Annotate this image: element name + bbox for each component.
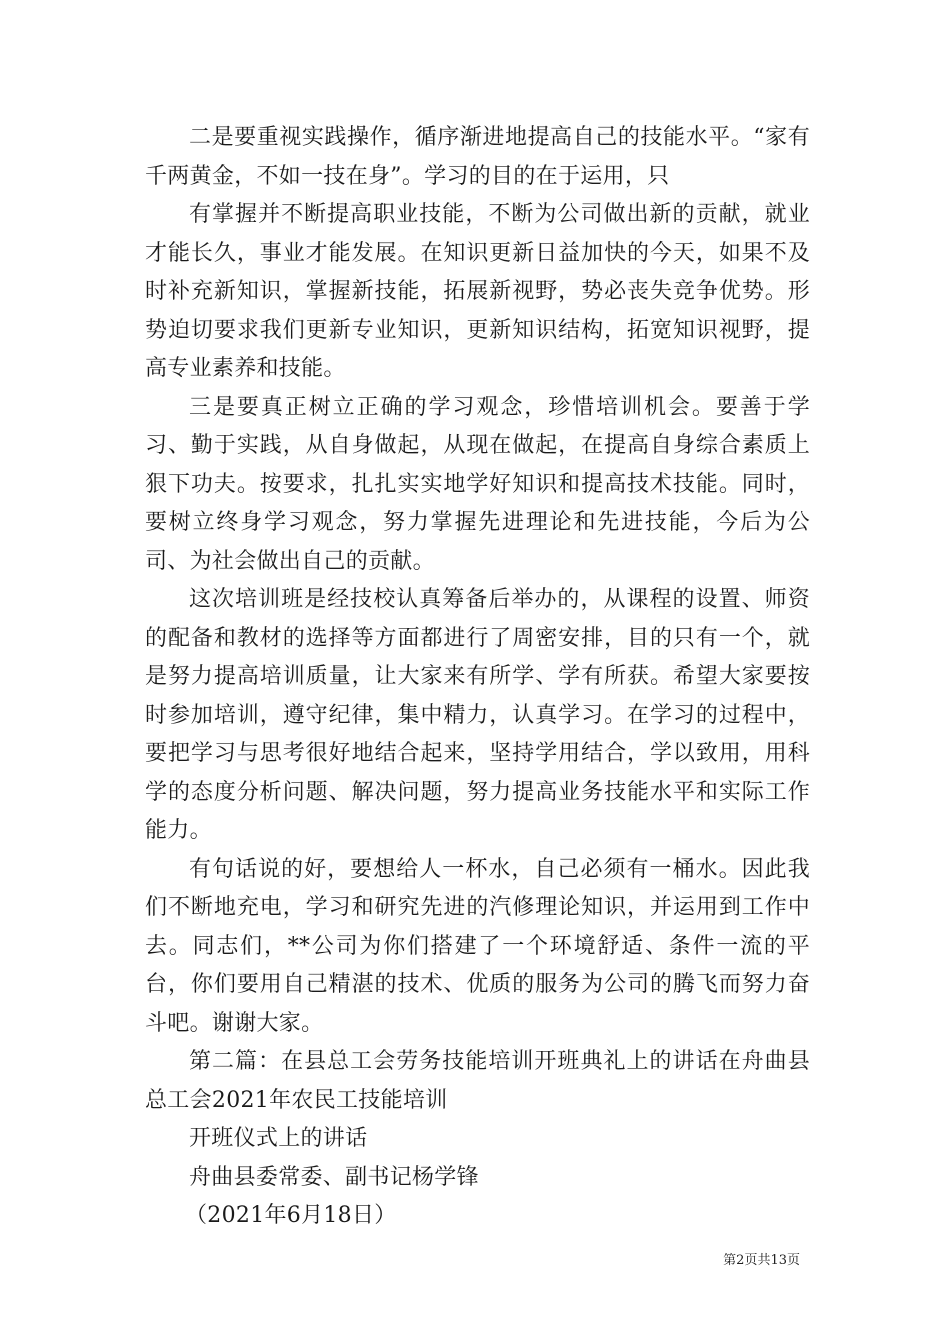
paragraph: 二是要重视实践操作，循序渐进地提高自己的技能水平。“家有千两黄金，不如一技在身”。学习的目的在于运用，只 bbox=[145, 125, 810, 189]
page-number: 第2页共13页 bbox=[723, 1253, 800, 1268]
speech-title: 开班仪式上的讲话 bbox=[189, 1126, 368, 1151]
paragraph: 三是要真正树立正确的学习观念，珍惜培训机会。要善于学习、勤于实践，从自身做起，从现在做起，在提高自身综合素质上狠下功夫。按要求，扎扎实实地学好知识和提高技术技能。同时，要树立终身学习观念，努力掌握先进理论和先进技能，今后为公司、为社会做出自己的贡献。 bbox=[145, 394, 810, 574]
paragraph: 有掌握并不断提高职业技能，不断为公司做出新的贡献，就业才能长久，事业才能发展。在知识更新日益加快的今天，如果不及时补充新知识，掌握新技能，拓展新视野，势必丧失竞争优势。形势迫切要求我们更新专业知识，更新知识结构，拓宽知识视野，提高专业素养和技能。 bbox=[145, 202, 810, 381]
paragraph: 有句话说的好，要想给人一杯水，自己必须有一桶水。因此我们不断地充电，学习和研究先进的汽修理论知识，并运用到工作中去。同志们，**公司为你们搭建了一个环境舒适、条件一流的平台，你们要用自己精湛的技术、优质的服务为公司的腾飞而努力奋斗吧。谢谢大家。 bbox=[145, 856, 810, 1036]
document-body bbox=[145, 119, 810, 1236]
section-title: 第二篇：在县总工会劳务技能培训开班典礼上的讲话在舟曲县总工会2021年农民工技能培训 bbox=[145, 1049, 810, 1113]
date-line: （2021年6月18日） bbox=[185, 1203, 397, 1228]
speaker-line: 舟曲县委常委、副书记杨学锋 bbox=[189, 1164, 479, 1190]
paragraph: 这次培训班是经技校认真筹备后举办的，从课程的设置、师资的配备和教材的选择等方面都进行了周密安排，目的只有一个，就是努力提高培训质量，让大家来有所学、学有所获。希望大家要按时参加培训，遵守纪律，集中精力，认真学习。在学习的过程中，要把学习与思考很好地结合起来，坚持学用结合，学以致用，用科学的态度分析问题、解决问题，努力提高业务技能水平和实际工作能力。 bbox=[145, 587, 810, 843]
